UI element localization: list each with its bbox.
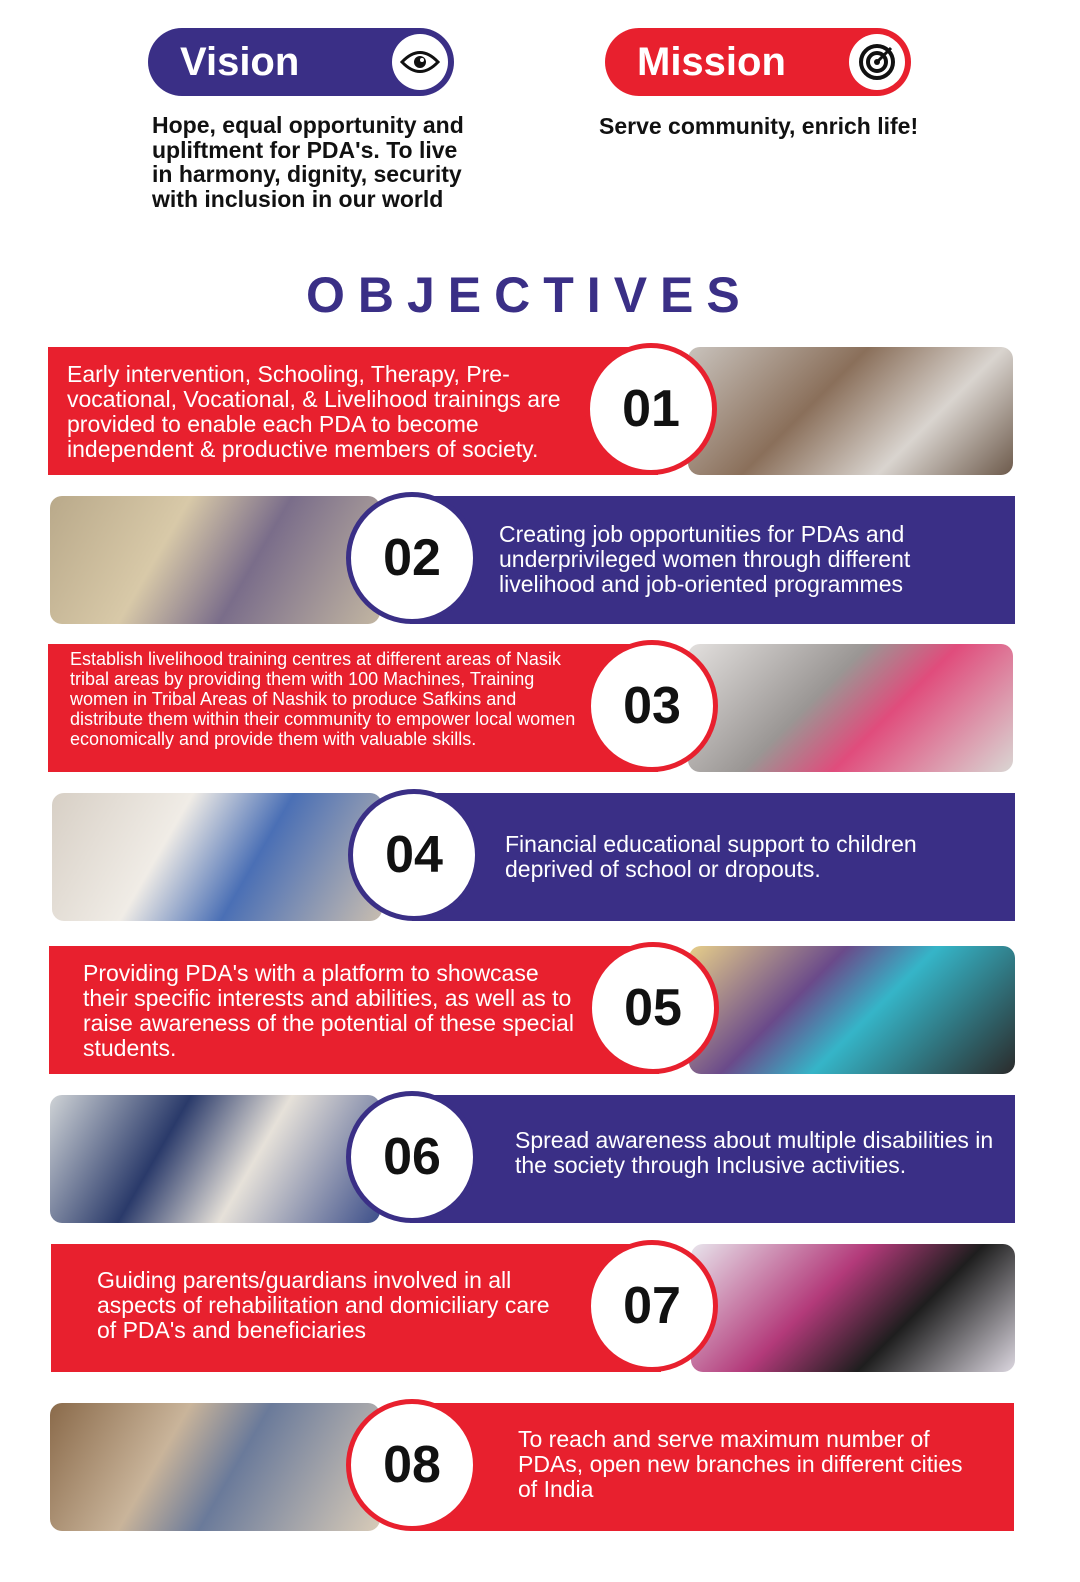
objective-row-03 bbox=[48, 644, 1013, 772]
objective-row-08 bbox=[50, 1403, 1014, 1531]
objective-photo bbox=[688, 347, 1013, 475]
objective-number: 06 bbox=[346, 1091, 478, 1223]
objective-text: Creating job opportunities for PDAs and underprivileged women through different livelihood and job-oriented programmes bbox=[499, 521, 911, 597]
objective-number: 04 bbox=[348, 789, 480, 921]
vision-statement: Hope, equal opportunity and upliftment for PDA's. To live in harmony, dignity, security with inclusion in our world bbox=[152, 112, 464, 212]
objective-row-07 bbox=[51, 1244, 1015, 1372]
objectives-heading: OBJECTIVES bbox=[306, 267, 753, 323]
objective-text: Early intervention, Schooling, Therapy, Pre-vocational, Vocational, & Livelihood trainings are provided to enable each PDA to become independent & productive members of society. bbox=[67, 361, 561, 462]
objective-row-06 bbox=[50, 1095, 1015, 1223]
objective-photo bbox=[689, 946, 1015, 1074]
objective-photo bbox=[52, 793, 382, 921]
eye-icon bbox=[392, 34, 448, 90]
objective-text: Spread awareness about multiple disabilities in the society through Inclusive activities. bbox=[515, 1127, 994, 1178]
vision-title: Vision bbox=[180, 39, 300, 84]
objective-row-04 bbox=[52, 793, 1015, 921]
objective-number: 03 bbox=[586, 640, 718, 772]
objective-number: 08 bbox=[346, 1399, 478, 1531]
objective-photo bbox=[50, 496, 380, 624]
objective-number: 05 bbox=[587, 942, 719, 1074]
objective-row-01 bbox=[48, 347, 1013, 475]
objective-text: Financial educational support to children deprived of school or dropouts. bbox=[505, 831, 917, 882]
objective-row-05 bbox=[49, 946, 1015, 1074]
objective-number: 02 bbox=[346, 492, 478, 624]
vision-badge bbox=[148, 28, 454, 96]
objective-row-02 bbox=[50, 496, 1015, 624]
objective-number: 07 bbox=[586, 1240, 718, 1372]
mission-title: Mission bbox=[637, 39, 786, 84]
objective-text: Providing PDA's with a platform to showcase their specific interests and abilities, as well as to raise awareness of the potential of these special students. bbox=[83, 960, 574, 1061]
objective-text: Guiding parents/guardians involved in all aspects of rehabilitation and domiciliary care of PDA's and beneficiaries bbox=[97, 1267, 550, 1343]
objective-photo bbox=[50, 1095, 380, 1223]
objective-text: Establish livelihood training centres at different areas of Nasik tribal areas by providing them with 100 Machines, Training women in Tribal Areas of Nashik to produce Safkins and distribute them within their community to empower local women economically and provide them with valuable skills. bbox=[70, 649, 576, 749]
objective-photo bbox=[691, 1244, 1015, 1372]
target-icon bbox=[849, 34, 905, 90]
mission-statement: Serve community, enrich life! bbox=[599, 113, 919, 139]
objective-text: To reach and serve maximum number of PDAs, open new branches in different cities of India bbox=[518, 1426, 963, 1502]
objective-photo bbox=[688, 644, 1013, 772]
objective-number: 01 bbox=[585, 343, 717, 475]
objective-photo bbox=[50, 1403, 380, 1531]
mission-badge bbox=[605, 28, 911, 96]
